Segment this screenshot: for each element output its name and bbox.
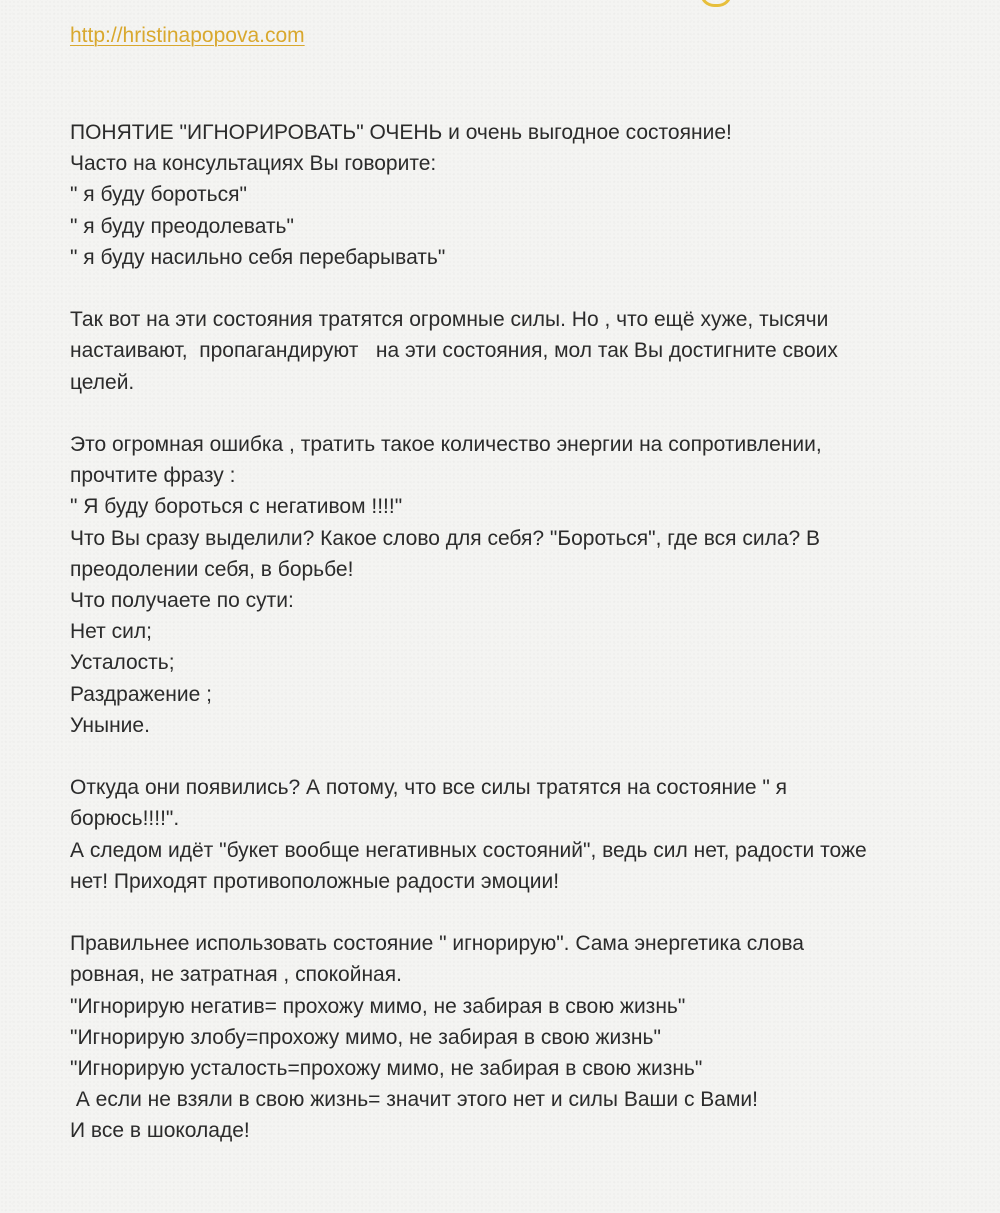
text-line: Уныние. — [70, 713, 150, 737]
text-line: " я буду бороться" — [70, 183, 247, 207]
text-line: Правильнее использовать состояние " игнорирую". Сама энергетика слова — [70, 932, 804, 956]
text-line: Это огромная ошибка , тратить такое количество энергии на сопротивлении, — [70, 433, 822, 456]
text-line: Раздражение ; — [70, 682, 212, 706]
text-line: "Игнорирую злобу=прохожу мимо, не забирая в свою жизнь" — [70, 1025, 661, 1049]
text-line: Часто на консультациях Вы говорите: — [70, 152, 437, 176]
text-line: "Игнорирую негатив= прохожу мимо, не забирая в свою жизнь" — [70, 994, 686, 1018]
text-line — [70, 741, 950, 772]
text-line — [70, 398, 950, 429]
text-line: Так вот на эти состояния тратятся огромные силы. Но , что ещё хуже, тысячи — [70, 308, 829, 332]
text-line: ровная, не затратная , спокойная. — [70, 963, 402, 987]
text-line: нет! Приходят противоположные радости эмоции! — [70, 869, 560, 893]
text-line: А если не взяли в свою жизнь= значит этого нет и силы Ваши с Вами! — [70, 1088, 758, 1112]
text-line: А следом идёт "букет вообще негативных состояний", ведь сил нет, радости тоже — [70, 838, 867, 862]
text-line: Что получаете по сути: — [70, 589, 294, 613]
text-line: Что Вы сразу выделили? Какое слово для себя? "Бороться", где вся сила? В — [70, 526, 821, 550]
text-line: борюсь!!!!". — [70, 807, 180, 831]
text-line: И все в шоколаде! — [70, 1119, 250, 1143]
article-text — [70, 117, 950, 1147]
text-line: ПОНЯТИЕ "ИГНОРИРОВАТЬ" ОЧЕНЬ и очень выгодное состояние! — [70, 121, 732, 144]
decorative-yellow-mark — [700, 0, 732, 7]
text-line: Нет сил; — [70, 620, 152, 644]
text-line — [70, 273, 950, 304]
text-line: настаивают, пропагандируют на эти состояния, мол так Вы достигните своих — [70, 339, 838, 363]
text-line: " я буду преодолевать" — [70, 214, 294, 238]
text-line: преодолении себя, в борьбе! — [70, 557, 354, 581]
text-line: Усталость; — [70, 651, 175, 675]
website-link[interactable]: http://hristinapopova.com — [70, 24, 305, 47]
text-line: целей. — [70, 370, 135, 394]
text-line: прочтите фразу : — [70, 464, 236, 488]
text-line: " Я буду бороться с негативом !!!!" — [70, 495, 403, 519]
text-line — [70, 897, 950, 928]
text-line: Откуда они появились? А потому, что все силы тратятся на состояние " я — [70, 776, 788, 800]
text-line: " я буду насильно себя перебарывать" — [70, 245, 446, 269]
text-line: "Игнорирую усталость=прохожу мимо, не забирая в свою жизнь" — [70, 1057, 703, 1081]
